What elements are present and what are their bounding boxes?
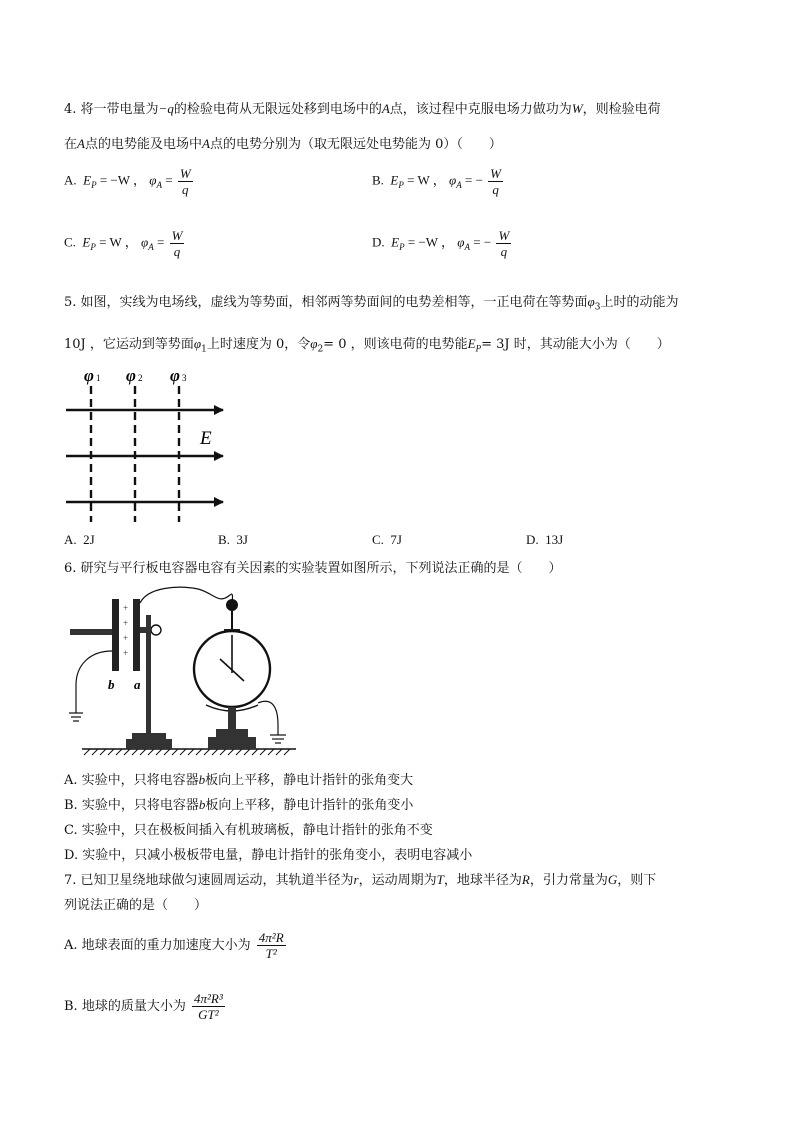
option-value: 3J	[236, 532, 248, 547]
q7-option-a[interactable]	[64, 930, 288, 961]
ep-symbol: E	[467, 336, 476, 351]
numerator: W	[171, 228, 183, 243]
q7-option-b[interactable]	[64, 991, 227, 1022]
connecting-wire	[140, 587, 233, 605]
var-r-earth: R	[521, 872, 530, 887]
option-label: B.	[218, 532, 230, 547]
option-label: A.	[64, 532, 77, 547]
option-text: A. 实验中，只将电容器	[64, 773, 199, 788]
numerator: W	[498, 228, 510, 243]
q7-text: ，运动周期为	[358, 873, 437, 888]
subscript: P	[475, 343, 482, 354]
option-value: 7J	[390, 532, 402, 547]
denominator: T²	[265, 946, 277, 961]
q5-option-d[interactable]	[526, 532, 563, 548]
q4-text: 点，该过程中克服电场力做功为	[389, 102, 572, 117]
denominator: q	[492, 182, 499, 197]
q4-work: W	[571, 101, 583, 116]
svg-text:+: +	[123, 603, 129, 613]
equals: =	[156, 234, 165, 250]
q5-text: = 0 ，则该电荷的电势能	[323, 337, 468, 352]
ep-symbol: E	[390, 172, 399, 188]
q4-text: 的检验电荷从无限远处移到电场中的	[173, 102, 382, 117]
plate-b-handle	[70, 629, 114, 635]
field-label-e: E	[200, 428, 212, 449]
label-b: b	[108, 677, 115, 692]
option-value: 2J	[83, 532, 95, 547]
q4-point-a: A	[381, 101, 390, 116]
q5-text: 上时速度为 0，令	[206, 337, 311, 352]
plate-b	[112, 599, 119, 671]
equals: =	[464, 172, 473, 188]
q6-option-b[interactable]	[64, 794, 413, 813]
q4-text: 点的电势能及电场中	[84, 137, 202, 152]
subscript: 3	[594, 302, 601, 313]
option-text: A. 地球表面的重力加速度大小为	[64, 938, 251, 953]
option-label: C.	[64, 234, 76, 250]
q4-point-a: A	[77, 136, 85, 151]
phi-symbol: φ	[149, 172, 157, 188]
svg-text:+: +	[123, 648, 129, 658]
q4-charge: −q	[158, 101, 174, 116]
numerator: W	[490, 166, 501, 181]
q6-option-c[interactable]	[64, 819, 433, 838]
phi2-symbol: φ	[310, 336, 318, 351]
q6-option-a[interactable]	[64, 769, 413, 788]
electrometer-foot	[208, 737, 256, 749]
q6-option-d[interactable]	[64, 844, 472, 863]
plate-var: b	[198, 772, 206, 787]
q6-stem: 6. 研究与平行板电容器电容有关因素的实验装置如图所示，下列说法正确的是（ ）	[64, 561, 562, 576]
q7-text: ，则下	[617, 873, 657, 888]
denominator: GT²	[198, 1007, 219, 1022]
option-text: B. 地球的质量大小为	[64, 999, 186, 1014]
fraction	[488, 166, 503, 197]
q5-text: 10J ，它运动到等势面	[64, 337, 194, 352]
q5-stem-line1	[64, 291, 679, 313]
electrometer-base	[216, 729, 248, 737]
q4-text: 点的电势分别为（取无限远处电势能为 0）（ ）	[209, 137, 502, 152]
equals: =	[473, 234, 481, 250]
q4-option-b[interactable]: B. $E_P = W$ ， $\varphi_A$ = − $\frac{W}{q}$	[372, 166, 501, 197]
option-label: A.	[64, 172, 77, 188]
phi2-sub: 2	[138, 373, 143, 383]
equals: =	[165, 172, 173, 188]
q4-option-c[interactable]: C. $E_P = W$ ， $\varphi_A$ = $\frac{W}{q}$	[64, 228, 183, 259]
ep-value: = −W ，	[407, 234, 455, 250]
option-value: 13J	[545, 532, 564, 547]
q5-field-diagram	[60, 362, 235, 527]
phi-symbol: φ	[457, 234, 465, 250]
q4-point-a: A	[201, 136, 210, 151]
q4-option-d[interactable]: D. $E_P = -W$ ， $\varphi_A$ = − $\frac{W}{q}$	[372, 228, 510, 259]
phi3-symbol: φ	[587, 294, 595, 309]
q5-option-b[interactable]	[218, 532, 248, 548]
fraction	[496, 228, 511, 259]
option-label: D.	[526, 532, 539, 547]
numerator: W	[179, 166, 191, 181]
ep-symbol: E	[82, 234, 91, 250]
denominator: q	[500, 244, 508, 259]
ep-symbol: E	[83, 172, 92, 188]
q7-stem-line1	[64, 869, 656, 888]
option-text: C. 实验中，只在极板间插入有机玻璃板，静电计指针的张角不变	[64, 823, 433, 838]
phi-symbol: φ	[449, 172, 457, 188]
option-label: B.	[372, 172, 384, 188]
q5-option-a[interactable]	[64, 532, 95, 548]
option-text: B. 实验中，只将电容器	[64, 798, 199, 813]
svg-text:+: +	[123, 618, 129, 628]
phi3-sub: 3	[182, 373, 187, 383]
phi2-label: φ	[126, 366, 136, 385]
plate-var: b	[198, 797, 206, 812]
q7-text: ，引力常量为	[529, 873, 608, 888]
phi-symbol: φ	[141, 234, 149, 250]
q7-stem-line2: 列说法正确的是（ ）	[64, 898, 208, 913]
plate-charges	[123, 603, 128, 658]
option-text: 板向上平移，静电计指针的张角变大	[205, 773, 414, 788]
q5-option-c[interactable]	[372, 532, 402, 548]
subscript: 1	[201, 344, 207, 355]
svg-text:+: +	[123, 633, 129, 643]
ep-value: = W ，	[99, 234, 138, 250]
var-r: r	[353, 872, 359, 887]
table-hatch	[84, 749, 290, 755]
q6-apparatus-diagram	[68, 585, 300, 760]
numerator: 4π²R³	[193, 991, 223, 1006]
stand-foot	[126, 739, 172, 749]
option-label: D.	[372, 234, 385, 250]
option-label: C.	[372, 532, 384, 547]
q5-text: 上时的动能为	[600, 295, 679, 310]
electrometer-post	[228, 707, 236, 729]
subscript: 2	[317, 344, 324, 355]
phi1-symbol: φ	[193, 336, 202, 351]
q5-text: 5. 如图，实线为电场线，虚线为等势面，相邻两等势面间的电势差相等，一正电荷在等势面	[64, 295, 588, 310]
q4-text: 在	[64, 137, 78, 152]
q4-text: 4. 将一带电量为	[64, 102, 159, 117]
q5-stem-line2	[64, 333, 670, 355]
label-a: a	[134, 677, 141, 692]
numerator: 4π²R	[258, 930, 284, 945]
ep-value: = −W ，	[99, 172, 147, 188]
phi1-sub: 1	[96, 373, 101, 383]
var-g: G	[607, 872, 618, 887]
q4-text: ，则检验电荷	[582, 102, 661, 117]
var-t: T	[436, 872, 444, 887]
stand-base	[132, 733, 166, 739]
q4-option-a[interactable]: A. $E_P = -W$ ， $\varphi_A$ = $\frac{W}{q}$	[64, 166, 191, 197]
stand-rod	[146, 615, 151, 737]
denominator: q	[173, 244, 181, 259]
ep-symbol: E	[391, 234, 400, 250]
sign: −	[483, 234, 492, 250]
fraction	[170, 228, 185, 259]
denominator: q	[182, 182, 189, 197]
q5-text: = 3J 时，其动能大小为（ ）	[481, 337, 670, 352]
ground-wire-b	[76, 651, 112, 713]
phi3-label: φ	[170, 366, 180, 385]
fraction	[192, 991, 225, 1022]
fraction	[178, 166, 193, 197]
electrometer-knob	[226, 599, 238, 611]
q7-text: ，地球半径为	[443, 873, 522, 888]
option-text: D. 实验中，只减小极板带电量，静电计指针的张角变小，表明电容减小	[64, 848, 473, 863]
q4-stem-line2	[64, 133, 502, 152]
sign: −	[475, 172, 483, 188]
plate-a	[133, 599, 140, 671]
fraction	[257, 930, 286, 961]
clamp-screw	[151, 625, 161, 635]
phi1-label: φ	[84, 366, 94, 385]
ep-value: = W ，	[407, 172, 446, 188]
q7-text: 7. 已知卫星绕地球做匀速圆周运动，其轨道半径为	[64, 873, 354, 888]
q4-stem-line1	[64, 98, 661, 117]
ground-wire-electrometer	[258, 701, 278, 735]
option-text: 板向上平移，静电计指针的张角变小	[205, 798, 414, 813]
